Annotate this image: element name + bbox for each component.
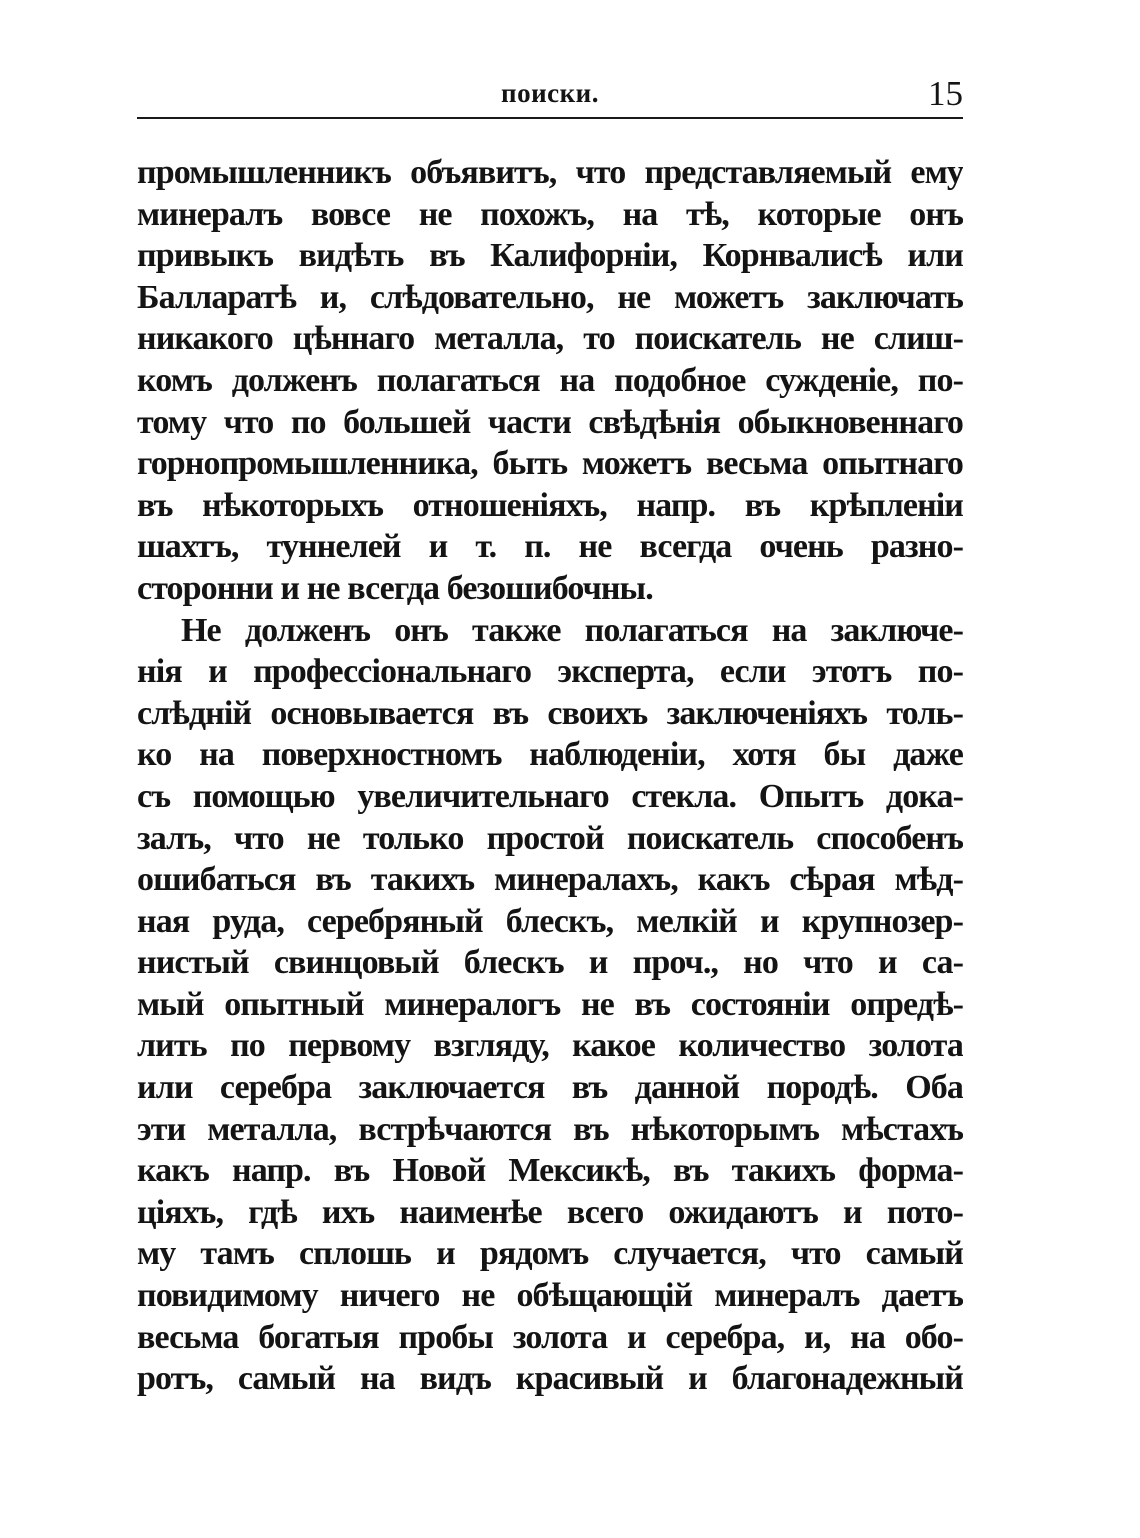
text-line: мый опытный минералогъ не въ состояніи опредѣ- <box>137 985 963 1023</box>
text-line: ная руда, серебряный блескъ, мелкій и крупнозер- <box>137 902 963 940</box>
text-line: слѣдній основывается въ своихъ заключеніяхъ толь- <box>137 694 963 732</box>
running-title: поиски. <box>501 78 599 108</box>
text-line: ко на поверхностномъ наблюденіи, хотя бы даже <box>137 736 963 774</box>
text-line: ціяхъ, гдѣ ихъ наименѣе всего ожидаютъ и пото- <box>137 1193 963 1231</box>
text-line: въ нѣкоторыхъ отношеніяхъ, напр. въ крѣпленіи <box>137 486 963 524</box>
text-line: минералъ вовсе не похожъ, на тѣ, которые онъ <box>137 195 963 233</box>
text-line: эти металла, встрѣчаются въ нѣкоторымъ мѣстахъ <box>137 1110 963 1148</box>
body-text <box>137 152 963 1400</box>
text-line: залъ, что не только простой поискатель способенъ <box>137 819 963 857</box>
text-line: лить по первому взгляду, какое количество золота <box>137 1027 963 1065</box>
text-line: тому что по большей части свѣдѣнія обыкновеннаго <box>137 403 963 441</box>
text-line: промышленникъ объявитъ, что представляемый ему <box>137 154 963 191</box>
text-line: никакого цѣннаго металла, то поискатель не слиш- <box>137 320 963 358</box>
page-number: 15 <box>928 74 963 113</box>
text-line: нія и профессіональнаго эксперта, если этотъ по- <box>137 653 963 691</box>
text-line: весьма богатыя пробы золота и серебра, и, на обо- <box>137 1318 963 1356</box>
text-line: нистый свинцовый блескъ и проч., но что и са- <box>137 944 963 982</box>
text-line: повидимому ничего не обѣщающій минералъ даетъ <box>137 1277 963 1315</box>
running-head <box>137 74 963 118</box>
text-line: горнопромышленника, быть можетъ весьма опытнаго <box>137 445 963 483</box>
text-line: му тамъ сплошь и рядомъ случается, что самый <box>137 1235 963 1273</box>
text-line: сторонни и не всегда безошибочны. <box>137 569 653 607</box>
header-rule <box>137 117 963 119</box>
text-line: или серебра заключается въ данной породѣ. Оба <box>137 1069 963 1107</box>
text-line: какъ напр. въ Новой Мексикѣ, въ такихъ форма- <box>137 1152 963 1190</box>
text-line: Балларатѣ и, слѣдовательно, не можетъ заключать <box>137 278 963 316</box>
text-line: съ помощью увеличительнаго стекла. Опытъ дока- <box>137 777 963 815</box>
text-line: ошибаться въ такихъ минералахъ, какъ сѣрая мѣд- <box>137 861 963 899</box>
text-line: комъ долженъ полагаться на подобное сужденіе, по- <box>137 361 963 399</box>
text-line: привыкъ видѣть въ Калифорніи, Корнвалисѣ или <box>137 237 963 275</box>
text-line: шахтъ, туннелей и т. п. не всегда очень разно- <box>137 528 963 566</box>
text-line: Не долженъ онъ также полагаться на заключе- <box>181 611 963 649</box>
text-line: ротъ, самый на видъ красивый и благонадежный <box>137 1360 963 1398</box>
